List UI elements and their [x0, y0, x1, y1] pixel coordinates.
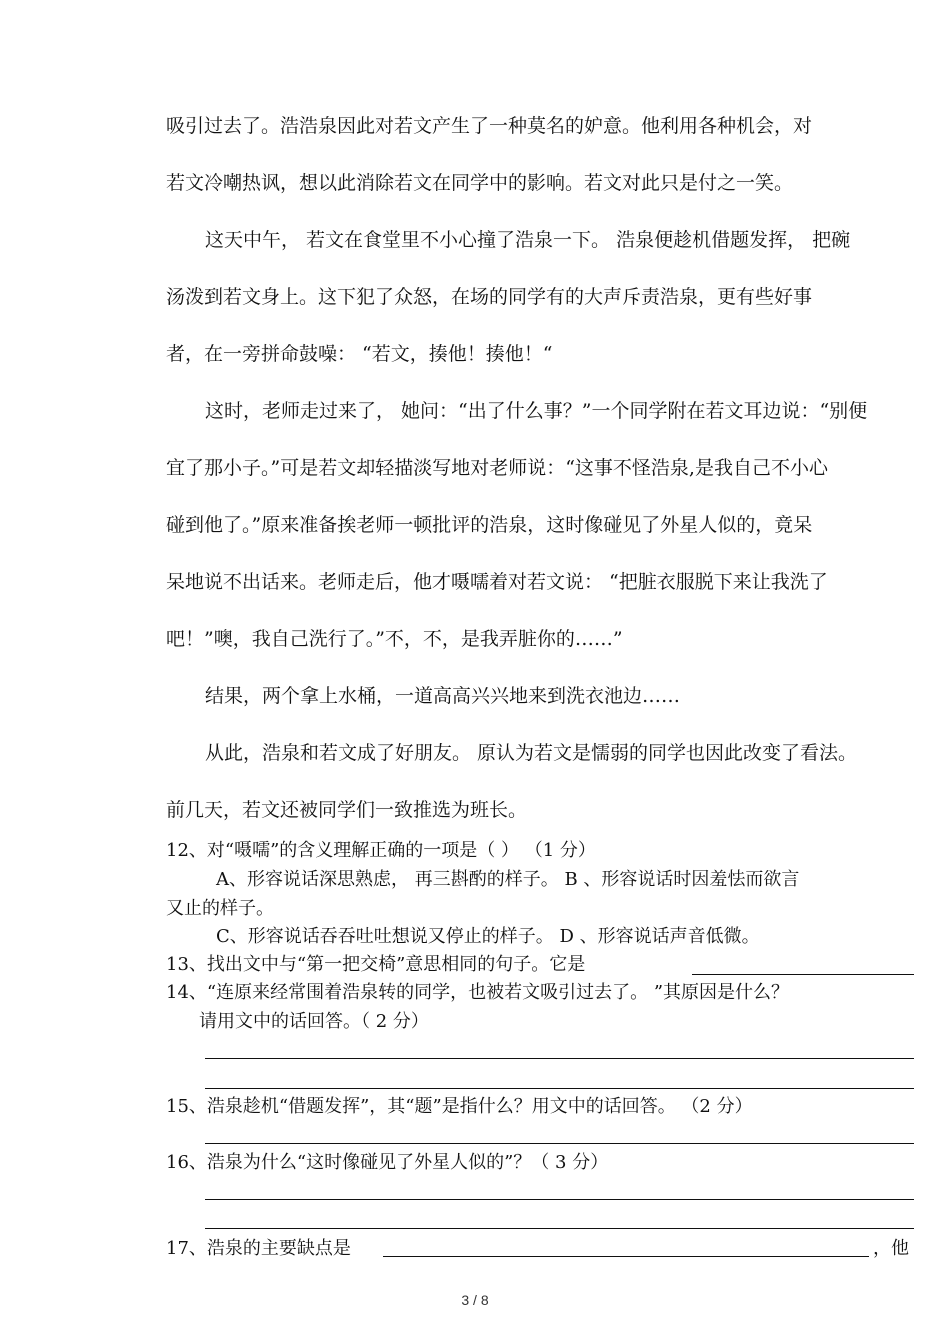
passage-line-7: 宜了那小子。”可是若文却轻描淡写地对老师说：“这事不怪浩泉,是我自己不小心: [166, 457, 828, 479]
passage-line-13: 前几天，若文还被同学们一致推选为班长。: [166, 799, 528, 821]
question-15-answer-line[interactable]: [205, 1143, 914, 1144]
question-17-tail: ，他: [873, 1238, 909, 1259]
question-16-answer-line-2[interactable]: [205, 1228, 914, 1229]
question-14-answer-line-1[interactable]: [205, 1058, 914, 1059]
passage-line-11: 结果，两个拿上水桶，一道高高兴兴地来到洗衣池边……: [205, 685, 681, 707]
question-15: 15、浩泉趁机“借题发挥”，其“题”是指什么？用文中的话回答。 （2 分）: [166, 1096, 753, 1117]
question-13: 13、找出文中与“第一把交椅”意思相同的句子。它是: [166, 954, 586, 975]
question-14: 14、“连原来经常围着浩泉转的同学，也被若文吸引过去了。 ”其原因是什么？: [166, 982, 790, 1003]
passage-line-2: 若文冷嘲热讽，想以此消除若文在同学中的影响。若文对此只是付之一笑。: [166, 172, 794, 194]
page-number: 3 / 8: [461, 1292, 489, 1308]
question-14-answer-line-2[interactable]: [205, 1088, 914, 1089]
question-17-answer-line[interactable]: [383, 1256, 869, 1257]
question-16-answer-line-1[interactable]: [205, 1199, 914, 1200]
question-17: 17、浩泉的主要缺点是: [166, 1238, 351, 1259]
question-14-cont: 请用文中的话回答。（ 2 分）: [199, 1011, 429, 1032]
question-13-answer-line[interactable]: [692, 974, 914, 975]
question-12-options-ab: A、形容说话深思熟虑， 再三斟酌的样子。 B 、形容说话时因羞怯而欲言: [216, 869, 800, 890]
question-12-options-cd: C、形容说话吞吞吐吐想说又停止的样子。 D 、形容说话声音低微。: [216, 926, 760, 947]
passage-line-10: 吧！”噢，我自己洗行了。”不，不，是我弄脏你的……”: [166, 628, 623, 650]
passage-line-5: 者，在一旁拼命鼓噪： “若文，揍他！揍他！“: [166, 343, 553, 365]
passage-line-8: 碰到他了。”原来准备挨老师一顿批评的浩泉，这时像碰见了外星人似的，竟呆: [166, 514, 813, 536]
passage-line-6: 这时，老师走过来了， 她问：“出了什么事？”一个同学附在若文耳边说：“别便: [205, 400, 868, 422]
passage-line-1: 吸引过去了。浩浩泉因此对若文产生了一种莫名的妒意。他利用各种机会，对: [166, 115, 813, 137]
question-12: 12、对“嗫嚅”的含义理解正确的一项是（ ） （1 分）: [166, 840, 596, 861]
passage-line-12: 从此，浩泉和若文成了好朋友。 原认为若文是懦弱的同学也因此改变了看法。: [205, 742, 858, 764]
question-16: 16、浩泉为什么“这时像碰见了外星人似的”？（ 3 分）: [166, 1152, 609, 1173]
passage-line-4: 汤泼到若文身上。这下犯了众怒，在场的同学有的大声斥责浩泉，更有些好事: [166, 286, 813, 308]
passage-line-9: 呆地说不出话来。老师走后，他才嗫嚅着对若文说： “把脏衣服脱下来让我洗了: [166, 571, 828, 593]
question-12-options-ab-cont: 又止的样子。: [166, 898, 274, 919]
passage-line-3: 这天中午， 若文在食堂里不小心撞了浩泉一下。 浩泉便趁机借题发挥， 把碗: [205, 229, 851, 251]
